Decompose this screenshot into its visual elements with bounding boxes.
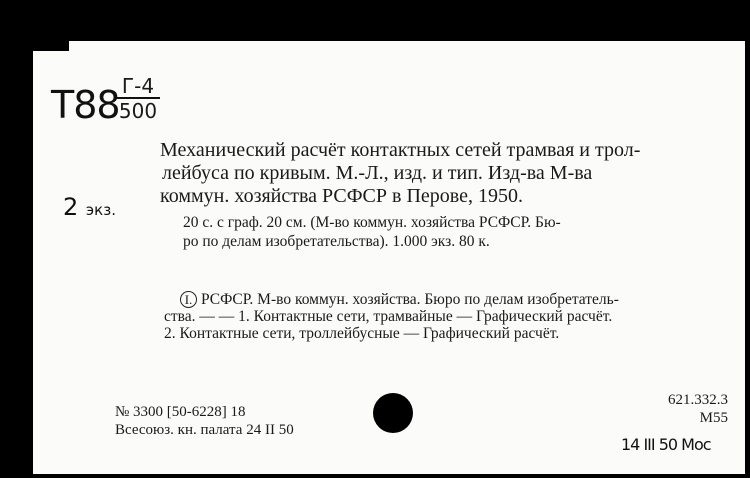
call-number-numerator: Г-4 [116, 75, 160, 99]
call-number-fraction [116, 75, 160, 123]
registration-info [115, 403, 294, 439]
card-corner-notch [33, 41, 69, 51]
subject-tracings [164, 291, 724, 342]
call-number-denominator: 500 [118, 99, 158, 123]
title-line: Механический расчёт контактных сетей трамвая и трол- [160, 139, 641, 161]
tracing-line: 2. Контактные сети, троллейбусные — Графический расчёт. [164, 325, 560, 342]
title-line: лейбуса по кривым. М.-Л., изд. и тип. Изд-ва М-ва [162, 162, 593, 184]
copies-number: 2 [63, 193, 79, 221]
catalog-card [33, 41, 745, 474]
physical-description [183, 213, 728, 251]
call-number-main: Т88 [51, 83, 120, 127]
udc-number: 621.332.3 [668, 392, 728, 408]
handwritten-date: 14 III 50 Мос [621, 435, 711, 454]
tracing-line: ства. — — 1. Контактные сети, трамвайные — Графический расчёт. [164, 308, 613, 325]
classification [668, 391, 728, 427]
tracing-line [164, 291, 724, 308]
copies-abbrev: экз. [85, 201, 116, 219]
roman-numeral-circled: I. [180, 291, 197, 308]
tracing-text: РСФСР. М-во коммун. хозяйства. Бюро по делам изобретатель- [201, 291, 619, 308]
registration-chamber: Всесоюз. кн. палата 24 II 50 [115, 422, 294, 438]
copies-note [63, 193, 116, 221]
punch-hole [373, 393, 413, 433]
details-line: ро по делам изобретательства). 1.000 экз. 80 к. [183, 233, 490, 250]
details-line: 20 с. с граф. 20 см. (М-во коммун. хозяйства РСФСР. Бю- [183, 214, 561, 231]
title-line: коммун. хозяйства РСФСР в Перове, 1950. [160, 185, 523, 207]
bibliographic-title [160, 139, 725, 208]
cutter-number: М55 [699, 410, 728, 426]
registration-number: № 3300 [50-6228] 18 [115, 404, 246, 420]
